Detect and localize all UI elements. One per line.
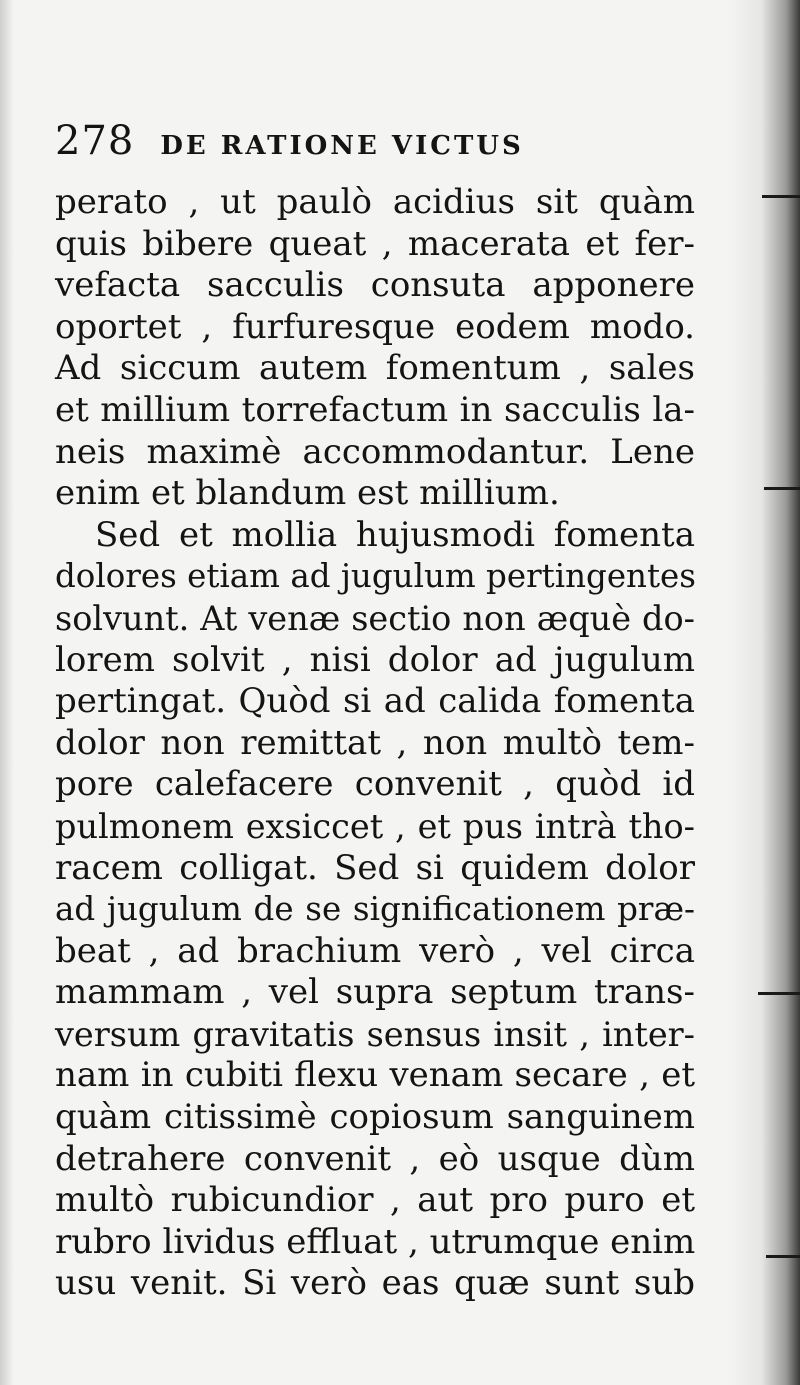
- text-line: neis maximè accommodantur. Lene: [55, 431, 695, 472]
- paragraph-end-line: enim et blandum est millium.: [55, 473, 560, 514]
- binding-thread-mark: [762, 195, 800, 198]
- book-gutter-shadow: [730, 0, 800, 1385]
- text-line: et millium torrefactum in sacculis la-: [55, 389, 695, 430]
- binding-thread-mark: [764, 487, 800, 490]
- text-line: detrahere convenit , eò usque dùm: [55, 1138, 695, 1179]
- text-line: Ad siccum autem fomentum , sales: [55, 348, 695, 389]
- text-line: quàm citissimè copiosum sanguinem: [55, 1097, 695, 1138]
- text-line: lorem solvit , nisi dolor ad jugulum: [55, 639, 695, 680]
- text-line: rubro lividus effluat , utrumque enim: [55, 1221, 696, 1262]
- book-page: [55, 118, 695, 1305]
- text-line: quis bibere queat , macerata et fer-: [55, 223, 695, 264]
- text-line: pertingat. Quòd si ad calida fomenta: [55, 681, 695, 722]
- text-line: usu venit. Si verò eas quæ sunt sub: [55, 1263, 695, 1304]
- page-number: 278: [55, 118, 135, 164]
- body-text: [55, 182, 695, 1305]
- text-line: versum gravitatis sensus insit , inter-: [55, 1014, 695, 1054]
- text-line: nam in cubiti flexu venam secare , et: [55, 1055, 695, 1096]
- text-line: pore calefacere convenit , quòd id: [55, 764, 695, 805]
- text-line: beat , ad brachium verò , vel circa: [55, 930, 695, 971]
- text-line: dolores etiam ad jugulum pertingentes: [55, 557, 696, 596]
- binding-thread-mark: [758, 992, 800, 995]
- text-line: oportet , furfuresque eodem modo.: [55, 306, 695, 347]
- text-line: ad jugulum de se significationem præ-: [55, 890, 695, 929]
- paragraph-start-line: Sed et mollia hujusmodi fomenta: [95, 514, 695, 555]
- text-line: multò rubicundior , aut pro puro et: [55, 1180, 695, 1221]
- running-head: [55, 118, 695, 170]
- running-title: DE RATIONE VICTUS: [160, 131, 524, 161]
- text-line: pulmonem exsiccet , et pus intrà tho-: [55, 806, 695, 846]
- text-line: solvunt. At venæ sectio non æquè do-: [55, 598, 695, 638]
- text-line: mammam , vel supra septum trans-: [55, 972, 695, 1013]
- scan-left-edge: [0, 0, 14, 1385]
- text-line: racem colligat. Sed si quidem dolor: [55, 847, 695, 888]
- text-line: perato , ut paulò acidius sit quàm: [55, 182, 695, 222]
- text-line: dolor non remittat , non multò tem-: [55, 722, 695, 763]
- text-line: vefacta sacculis consuta apponere: [55, 265, 695, 306]
- binding-thread-mark: [766, 1255, 800, 1258]
